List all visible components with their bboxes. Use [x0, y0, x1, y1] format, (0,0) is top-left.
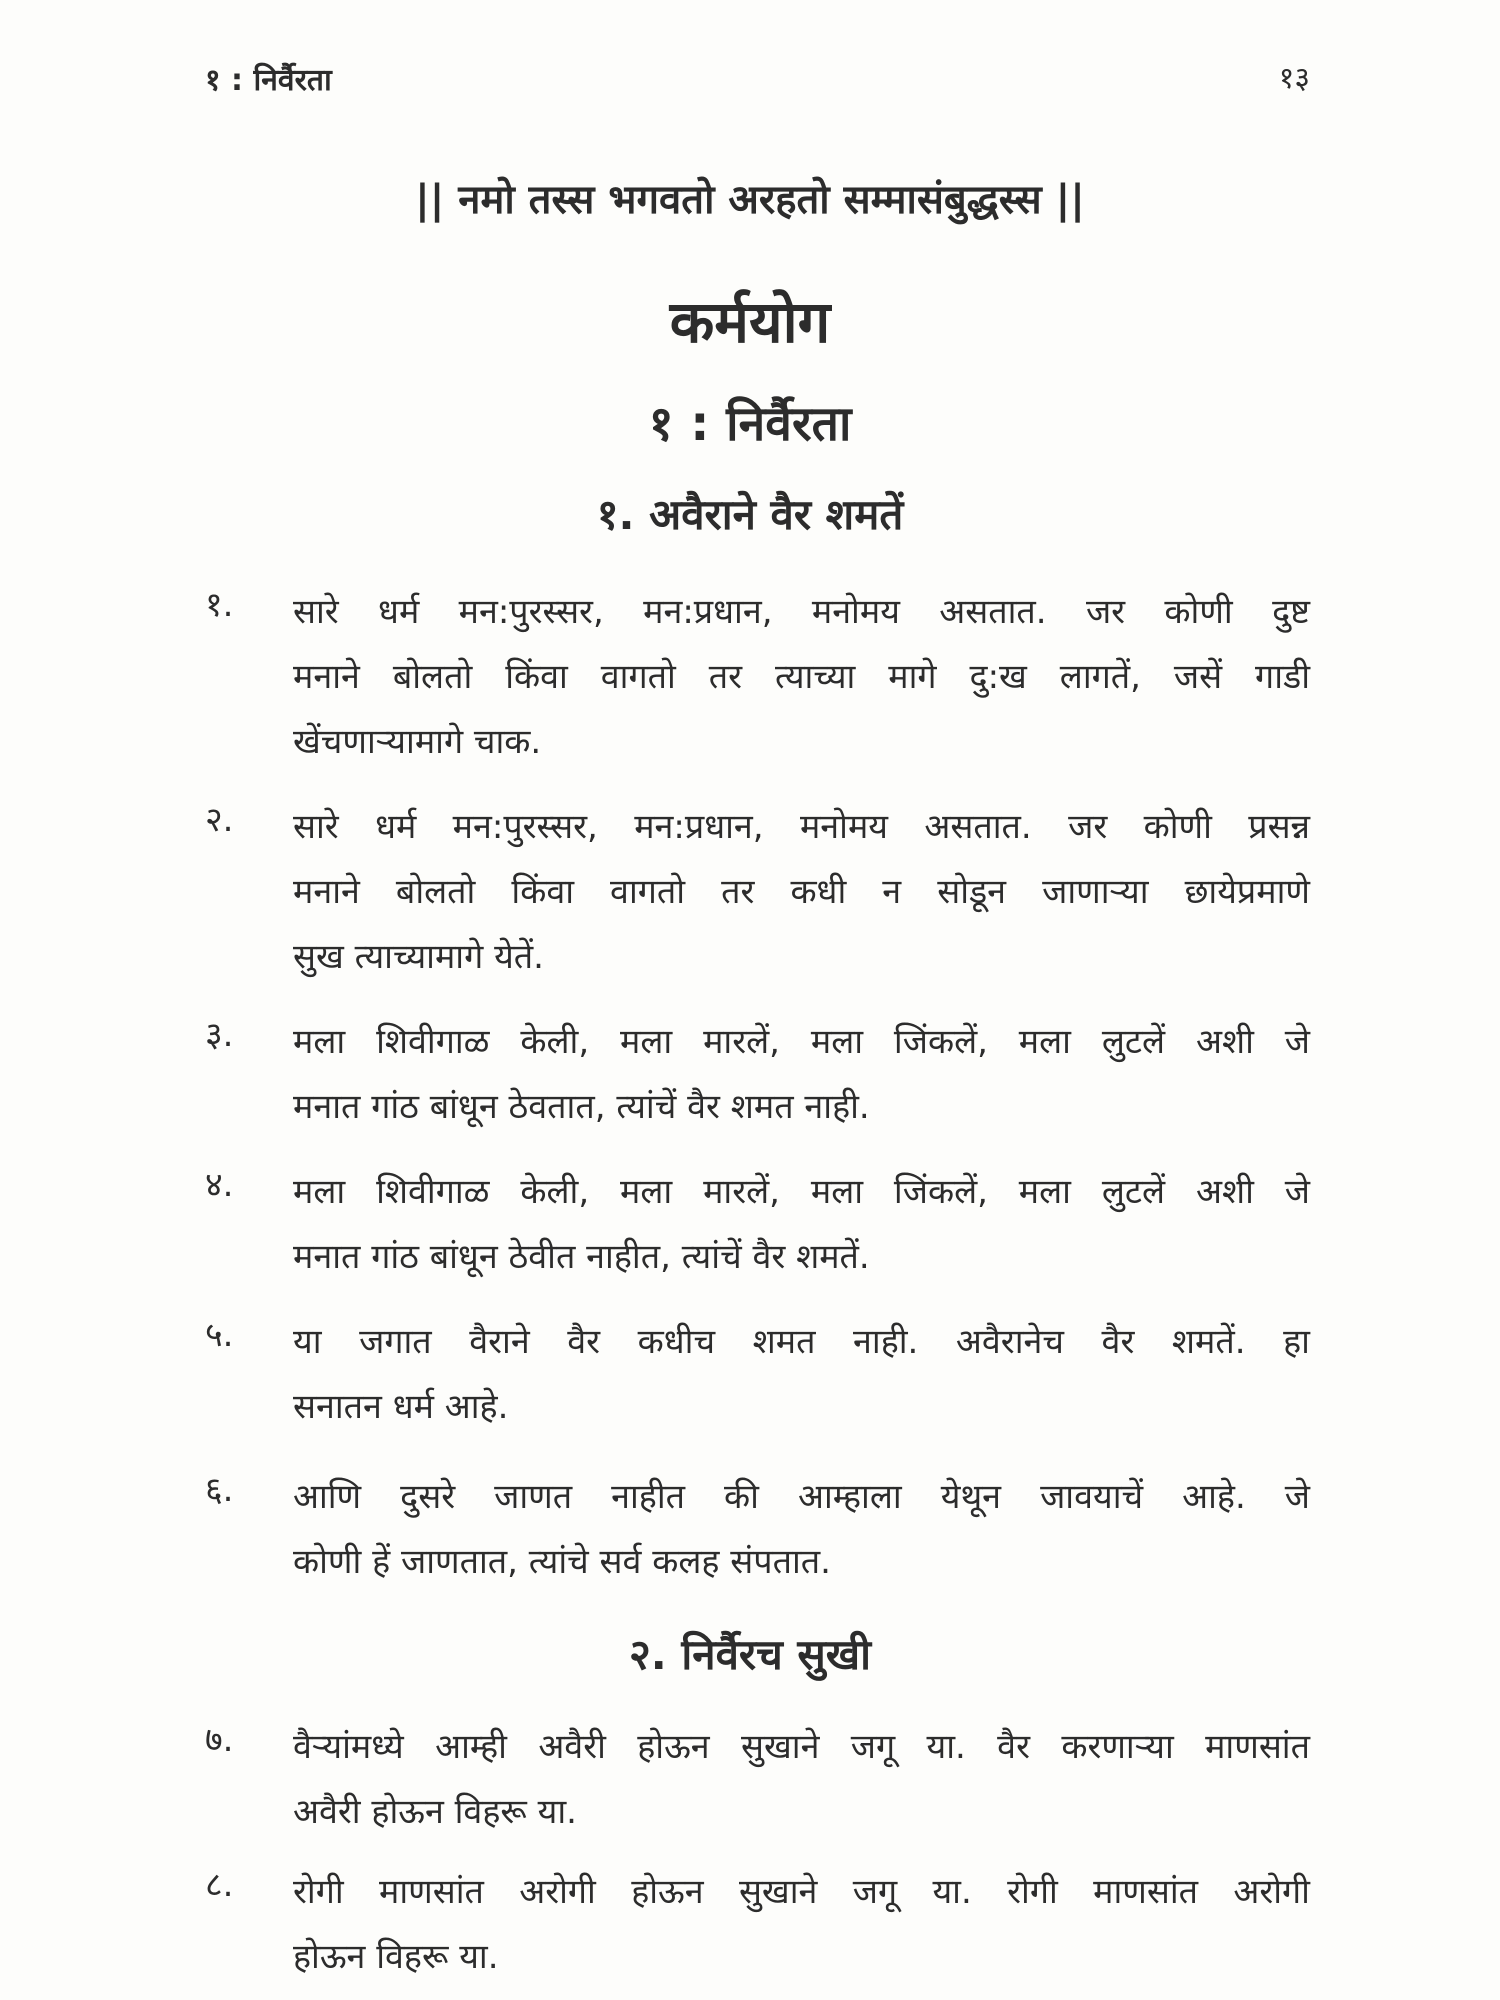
verse-line: आणि दुसरे जाणत नाहीत की आम्हाला येथून जावयाचें आहे. जे [293, 1477, 1310, 1517]
verse-text [293, 1465, 1310, 1595]
verse-line: सनातन धर्म आहे. [293, 1387, 509, 1427]
verse-item [205, 1160, 1310, 1290]
verse-line: होऊन विहरू या. [293, 1937, 499, 1977]
verse-text [293, 1310, 1310, 1440]
verse-text [293, 1010, 1310, 1140]
verse-line: सुख त्याच्यामागे येतें. [293, 937, 544, 977]
verse-text [293, 1715, 1310, 1845]
verse-line: रोगी माणसांत अरोगी होऊन सुखाने जगू या. रोगी माणसांत अरोगी [293, 1872, 1310, 1912]
verse-text [293, 1860, 1310, 1990]
running-header-title: १ : निर्वैरता [205, 63, 332, 98]
verse-line: वैऱ्यांमध्ये आम्ही अवैरी होऊन सुखाने जगू या. वैर करणाऱ्या माणसांत [293, 1727, 1310, 1767]
verse-item [205, 1310, 1310, 1440]
verse-line: मनाने बोलतो किंवा वागतो तर कधी न सोडून जाणाऱ्या छायेप्रमाणे [293, 872, 1310, 912]
verse-number: ६. [205, 1470, 234, 1510]
verse-line: सारे धर्म मन:पुरस्सर, मन:प्रधान, मनोमय असतात. जर कोणी प्रसन्न [293, 807, 1310, 847]
verse-number: ८. [205, 1865, 234, 1905]
verse-line: मनात गांठ बांधून ठेवतात, त्यांचें वैर शमत नाही. [293, 1087, 870, 1127]
verse-line: खेंचणाऱ्यामागे चाक. [293, 722, 542, 762]
verse-item [205, 1010, 1310, 1140]
verse-number: ५. [205, 1315, 234, 1355]
verse-item [205, 1465, 1310, 1595]
verse-number: ७. [205, 1720, 234, 1760]
chapter-heading: १ : निर्वैरता [648, 396, 852, 452]
verse-text [293, 795, 1310, 990]
verse-line: अवैरी होऊन विहरू या. [293, 1792, 577, 1832]
verse-item [205, 1860, 1310, 1990]
verse-number: २. [205, 800, 234, 840]
verse-text [293, 1160, 1310, 1290]
verse-number: ४. [205, 1165, 234, 1205]
verse-item [205, 580, 1310, 775]
verse-item [205, 1715, 1310, 1845]
verse-number: १. [205, 585, 234, 625]
verse-line: कोणी हें जाणतात, त्यांचे सर्व कलह संपतात. [293, 1542, 831, 1582]
page-number: १३ [1278, 61, 1310, 96]
verse-line: मला शिवीगाळ केली, मला मारलें, मला जिंकलें, मला लुटलें अशी जे [293, 1172, 1310, 1212]
section-heading-2: २. निर्वैरच सुखी [628, 1630, 872, 1679]
verse-line: मला शिवीगाळ केली, मला मारलें, मला जिंकलें, मला लुटलें अशी जे [293, 1022, 1310, 1062]
section-heading-1: १. अवैराने वैर शमतें [596, 490, 904, 539]
verse-line: मनात गांठ बांधून ठेवीत नाहीत, त्यांचें वैर शमतें. [293, 1237, 870, 1277]
verse-item [205, 795, 1310, 990]
invocation: || नमो तस्स भगवतो अरहतो सम्मासंबुद्धस्स || [415, 177, 1085, 223]
verse-line: मनाने बोलतो किंवा वागतो तर त्याच्या मागे दु:ख लागतें, जसें गाडी [293, 657, 1310, 697]
page-title: कर्मयोग [669, 288, 831, 356]
verse-line: सारे धर्म मन:पुरस्सर, मन:प्रधान, मनोमय असतात. जर कोणी दुष्ट [293, 592, 1310, 632]
verse-text [293, 580, 1310, 775]
verse-line: या जगात वैराने वैर कधीच शमत नाही. अवैरानेच वैर शमतें. हा [293, 1322, 1310, 1362]
verse-number: ३. [205, 1015, 234, 1055]
